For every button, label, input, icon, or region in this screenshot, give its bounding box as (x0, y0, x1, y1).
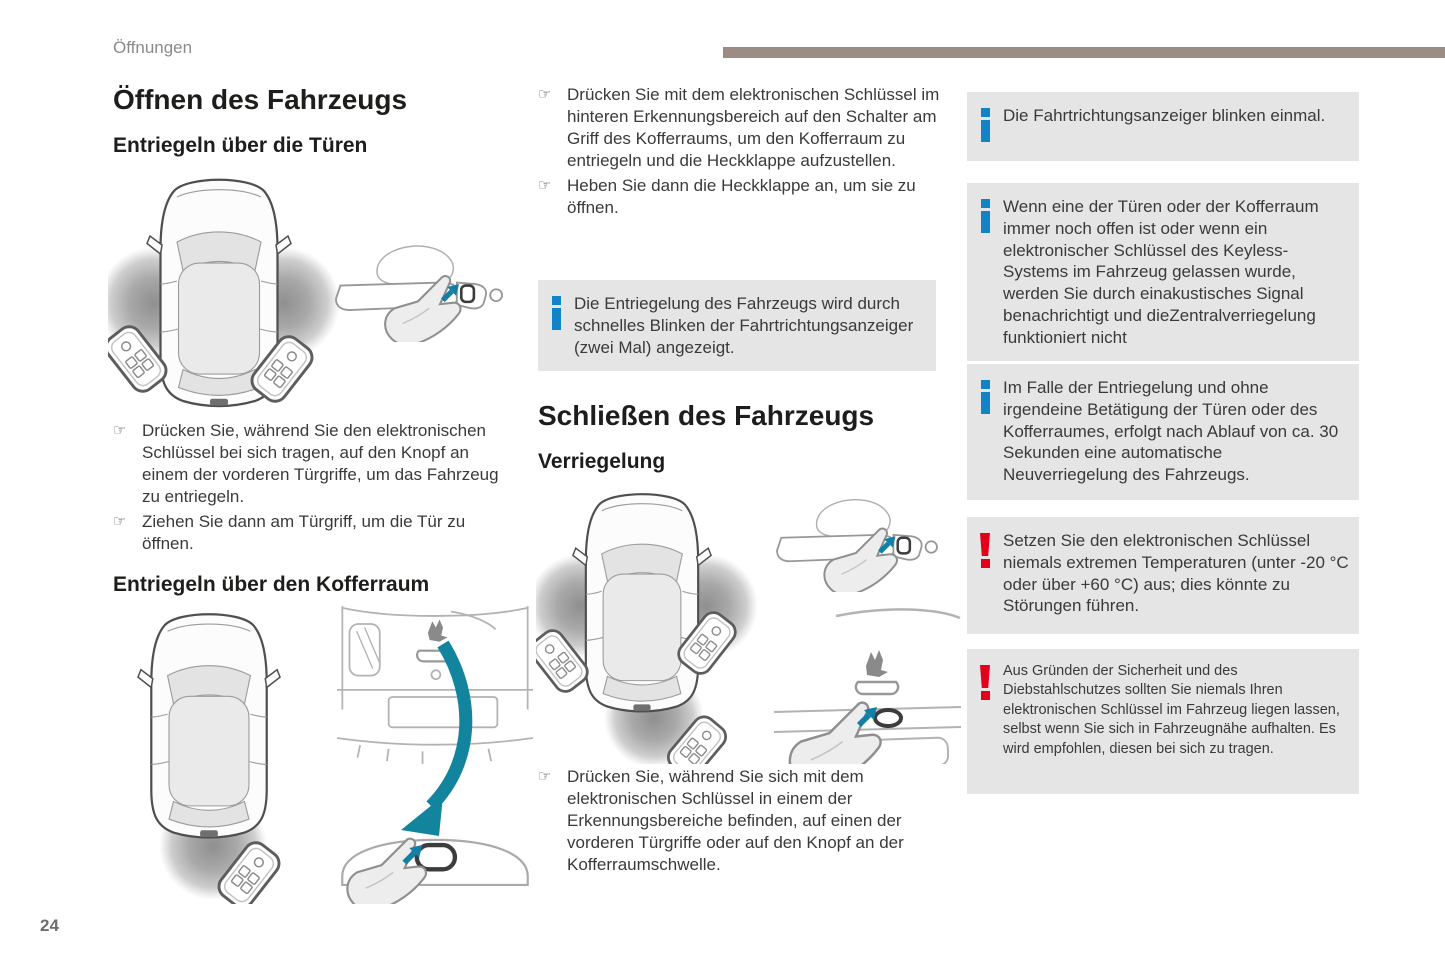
peugeot-logo (866, 650, 888, 677)
illustration-unlock-via-doors (108, 168, 508, 416)
subsection-title-unlock-doors: Entriegeln über die Türen (113, 134, 368, 157)
info-icon (980, 196, 990, 348)
illustration-locking (536, 484, 961, 764)
warning-box-theft-protection (967, 649, 1359, 794)
info-icon (980, 377, 990, 487)
note-text: Im Falle der Entriegelung und ohne irgendeine Betätigung der Türen oder des Kofferraumes, erfolgt nach Ablauf von ca. 30 Sekunden eine automatische Neuverriegelung des Fahrzeugs. (1003, 378, 1339, 484)
curved-arrow-head (401, 796, 443, 836)
warning-icon (980, 662, 990, 781)
info-box-auto-relock (967, 364, 1359, 500)
warning-box-temperature (967, 517, 1359, 634)
note-text: Wenn eine der Türen oder der Kofferraum immer noch offen ist oder wenn ein elektronischer Schlüssel des Keyless-Systems im Fahrzeug gelassen wurde, werden Sie durch einakustisches Signal benachrichtigt und dieZentralverriegelung funktioniert nicht (1003, 197, 1319, 347)
subsection-title-locking: Verriegelung (538, 450, 666, 473)
bullet-text: Drücken Sie, während Sie sich mit dem elektronischen Schlüssel in einem der Erkennungsbereiche befinden, auf einen der vorderen Türgriffe oder auf den Knopf an der Kofferraumschwelle. (567, 767, 904, 875)
car-top-view (138, 614, 280, 837)
note-text: Die Fahrtrichtungsanzeiger blinken einmal. (1003, 106, 1326, 125)
bullet-text: Heben Sie dann die Heckklappe an, um sie zu öffnen. (567, 176, 916, 218)
trunk-sill-press (342, 839, 527, 904)
note-text: Setzen Sie den elektronischen Schlüssel niemals extremen Temperaturen (unter -20 °C oder über +60 °C) aus; dies könnte zu Störungen führen. (1003, 531, 1349, 616)
pointer-hand-icon: ☞ (113, 422, 127, 439)
pointer-hand-icon: ☞ (538, 86, 552, 103)
info-box-unlock-signal (538, 280, 936, 371)
subsection-title-unlock-trunk: Entriegeln über den Kofferraum (113, 573, 430, 596)
tailgate-edge-line (836, 609, 960, 618)
list-item (538, 766, 940, 876)
bullet-text: Drücken Sie, während Sie den elektronischen Schlüssel bei sich tragen, auf den Knopf an einem der vorderen Türgriffe, um das Fahrzeug zu entriegeln. (142, 421, 499, 507)
list-item (113, 420, 518, 508)
info-box-text: Die Entriegelung des Fahrzeugs wird durch schnelles Blinken der Fahrtrichtungsanzeiger (zwei Mal) angezeigt. (574, 294, 914, 357)
bumper-line (774, 727, 961, 732)
door-handle-press (336, 246, 502, 345)
info-box-indicators-blink (967, 92, 1359, 161)
illustration-unlock-via-trunk (105, 604, 535, 904)
info-box-door-open-warning (967, 183, 1359, 361)
header-accent-bar (723, 47, 1445, 58)
note-text: Aus Gründen der Sicherheit und des Diebstahlschutzes sollten Sie niemals Ihren elektronischen Schlüssel im Fahrzeug liegen lassen, selbst wenn Sie sich in Fahrzeugnähe aufhalten. Es wird empfohlen, diesen bei sich zu tragen. (1003, 663, 1340, 757)
section-title-open-vehicle: Öffnen des Fahrzeugs (113, 84, 408, 115)
list-item (538, 84, 940, 172)
bullet-list-unlock-doors (113, 420, 518, 556)
section-title-close-vehicle: Schließen des Fahrzeugs (538, 400, 875, 431)
warning-icon (980, 530, 990, 621)
door-handle-press (777, 500, 937, 596)
trunk-handle-cup (856, 682, 898, 694)
info-icon (551, 293, 561, 358)
list-item (538, 175, 940, 219)
car-top-view (573, 494, 711, 711)
page-header: Öffnungen (113, 38, 193, 57)
bullet-text: Ziehen Sie dann am Türgriff, um die Tür zu öffnen. (142, 512, 466, 554)
car-rear-view (337, 606, 533, 764)
bullet-list-trunk-unlock (538, 84, 940, 220)
info-icon (980, 105, 990, 148)
sill-button (875, 710, 901, 726)
pointer-hand-icon: ☞ (538, 768, 552, 785)
bullet-text: Drücken Sie mit dem elektronischen Schlüssel im hinteren Erkennungsbereich auf den Schalter am Griff des Kofferraums, um den Kofferraum zu entriegeln und die Heckklappe aufzustellen. (567, 85, 940, 171)
pointer-hand-icon: ☞ (113, 513, 127, 531)
list-item (113, 511, 518, 555)
page-number: 24 (40, 916, 59, 935)
bullet-list-locking (538, 766, 940, 876)
pointer-hand-icon: ☞ (538, 177, 552, 195)
curved-arrow (431, 644, 466, 806)
